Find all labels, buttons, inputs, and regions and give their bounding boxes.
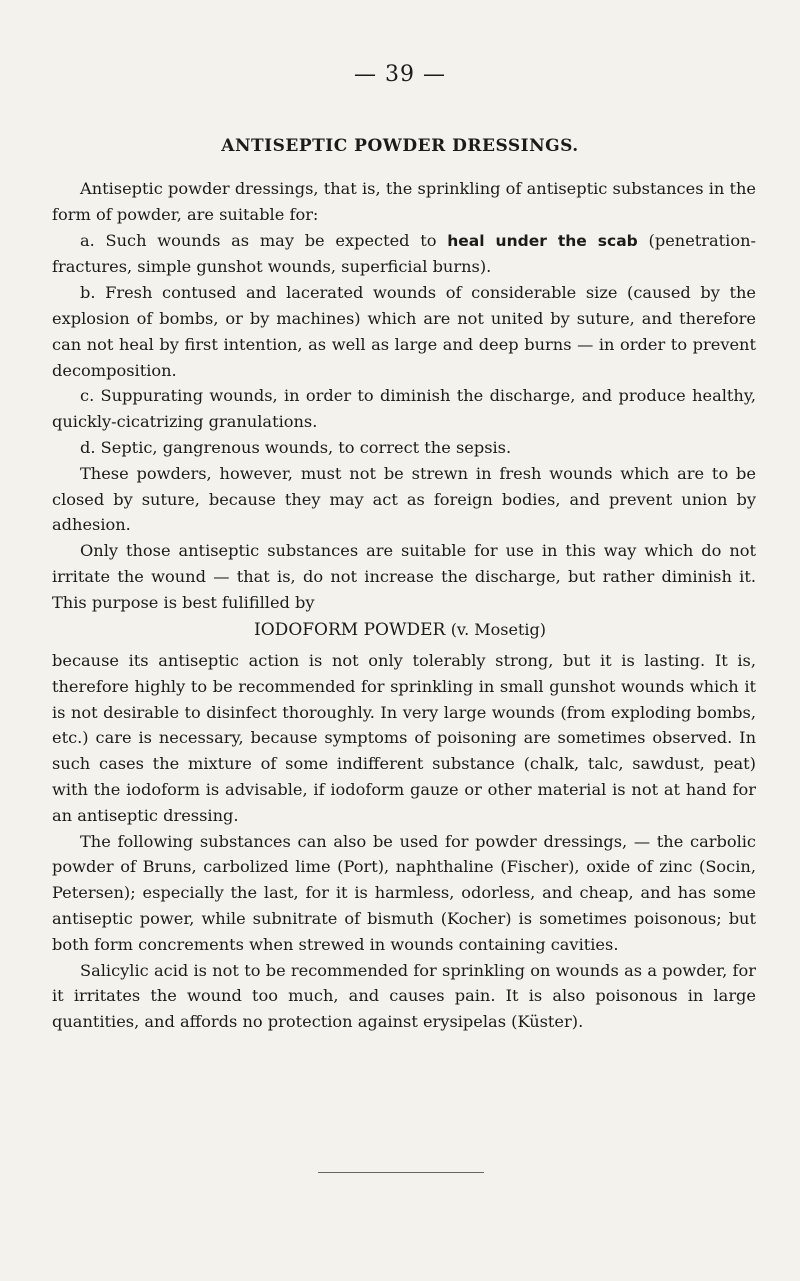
item-a-paragraph: [52, 228, 756, 281]
iodoform-title-author: (v. Mosetig): [450, 620, 546, 639]
suitable-substances-paragraph: Only those antiseptic substances are suitable for use in this way which do not irritate the wound — that is, do not increase the discharge, but rather diminish it. This purpose is best fulifilled by: [52, 541, 756, 612]
salicylic-acid-paragraph: Salicylic acid is not to be recommended for sprinkling on wounds as a powder, for it irritates the wound too much, and causes pain. It is also poisonous in large quantities, and affords no protection against erysipelas (Küster).: [52, 960, 756, 1032]
end-rule-divider: [318, 1172, 484, 1173]
section-title-antiseptic-powder: ANTISEPTIC POWDER DRESSINGS.: [221, 136, 579, 156]
intro-paragraph: Antiseptic powder dressings, that is, the sprinkling of antiseptic substances in the form of powder, are suitable for:: [52, 179, 756, 224]
item-a-emphasis: heal under the scab: [447, 231, 638, 250]
item-a-post: (penetration-fractures, simple gunshot wounds, superficial burns).: [52, 230, 756, 277]
item-a-pre: a. Such wounds as may be expected to: [80, 230, 448, 250]
item-c-paragraph: c. Suppurating wounds, in order to diminish the discharge, and produce healthy, quickly-cicatrizing granulations.: [52, 386, 756, 432]
iodoform-title: IODOFORM POWDER: [254, 620, 446, 640]
section1-body: [52, 176, 756, 616]
section2-body: [52, 648, 756, 1035]
page-number-header: — 39 —: [354, 62, 446, 87]
iodoform-paragraph: because its antiseptic action is not only tolerably strong, but it is lasting. It is, therefore highly to be recommended for sprinkling in small gunshot wounds which it is not desirable to disinfect thoroughly. In very large wounds (from exploding bombs, etc.) care is necessary, because symptoms of poisoning are sometimes observed. In such cases the mixture of some indifferent substance (chalk, talc, sawdust, peat) with the iodoform is advisable, if iodoform gauze or other material is not at hand for an antiseptic dressing.: [52, 651, 756, 825]
section-title-iodoform: [0, 620, 800, 640]
powders-warning-paragraph: These powders, however, must not be strewn in fresh wounds which are to be closed by suture, because they may act as foreign bodies, and prevent union by adhesion.: [52, 463, 756, 535]
item-d-paragraph: d. Septic, gangrenous wounds, to correct the sepsis.: [80, 437, 512, 457]
other-substances-paragraph: The following substances can also be used for powder dressings, — the carbolic powder of Bruns, carbolized lime (Port), naphthaline (Fischer), oxide of zinc (Socin, Petersen); especially the last, for it is harmless, odorless, and cheap, and has some antiseptic power, while subnitrate of bismuth (Kocher) is sometimes poisonous; but both form concrements when strewed in wounds containing cavities.: [52, 831, 756, 954]
item-b-paragraph: b. Fresh contused and lacerated wounds of considerable size (caused by the explosion of bombs, or by machines) which are not united by suture, and therefore can not heal by first intention, as well as large and deep burns — in order to prevent decomposition.: [52, 283, 756, 380]
